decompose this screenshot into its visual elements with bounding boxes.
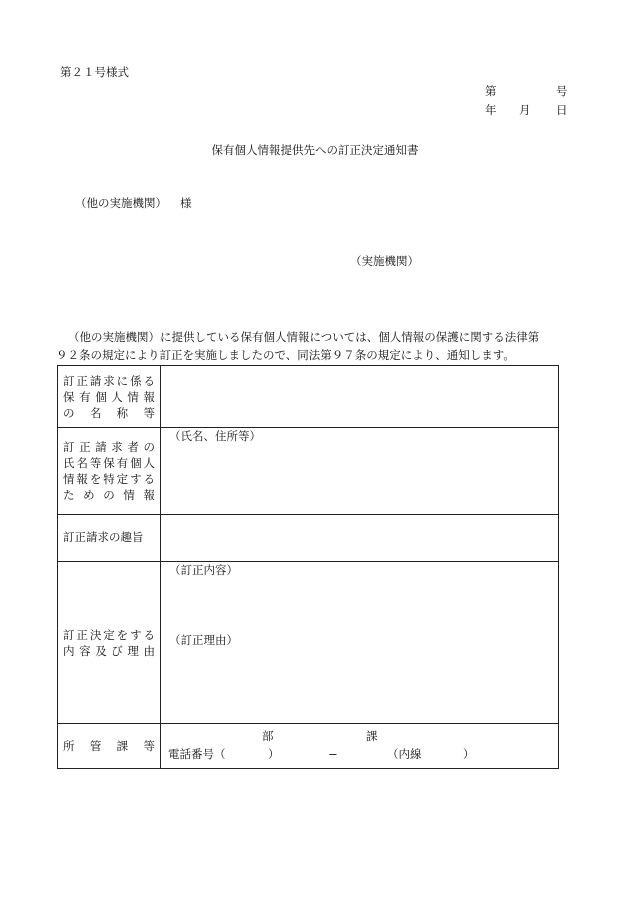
label-requester-info bbox=[58, 428, 161, 515]
label-line: 内容及び理由 bbox=[63, 643, 155, 658]
table-row bbox=[58, 366, 559, 428]
date-year: 年 bbox=[485, 103, 497, 117]
label-decision-content bbox=[58, 562, 161, 724]
document-title: 保有個人情報提供先への訂正決定通知書 bbox=[211, 143, 419, 157]
doc-number-suffix: 号 bbox=[556, 84, 568, 98]
label-line: 訂正決定をする bbox=[63, 627, 155, 642]
value-department[interactable] bbox=[161, 724, 559, 769]
value-request-purpose[interactable] bbox=[161, 515, 559, 562]
body-text-line-2: ９２条の規定により訂正を実施しましたので、同法第９７条の規定により、通知します。 bbox=[56, 348, 515, 362]
note-name-address: （氏名、住所等） bbox=[169, 429, 261, 443]
label-text: 訂正請求の趣旨 bbox=[63, 530, 144, 545]
recipient-name: （他の実施機関） bbox=[75, 196, 167, 210]
ka-label: 課 bbox=[366, 729, 378, 743]
value-decision-content[interactable] bbox=[161, 562, 559, 724]
label-line: 情報を特定する bbox=[63, 472, 155, 486]
date-month: 月 bbox=[519, 103, 531, 117]
department-line bbox=[161, 724, 558, 744]
table-row bbox=[58, 724, 559, 769]
label-line: 訂正請求者の bbox=[63, 440, 155, 454]
phone-close: ） bbox=[268, 747, 280, 761]
body-text-line-1: （他の実施機関）に提供している保有個人情報については、個人情報の保護に関する法律第 bbox=[68, 330, 540, 344]
table-row bbox=[58, 562, 559, 724]
table-row bbox=[58, 515, 559, 562]
label-info-name bbox=[58, 366, 161, 428]
value-info-name[interactable] bbox=[161, 366, 559, 428]
label-line: ための情報 bbox=[63, 488, 155, 502]
label-line: 氏名等保有個人 bbox=[63, 456, 155, 470]
label-text: 所管課等 bbox=[63, 739, 155, 753]
recipient-honorific: 様 bbox=[180, 196, 192, 210]
note-correction-content: （訂正内容） bbox=[169, 563, 238, 577]
label-line: 保有個人情報 bbox=[63, 389, 155, 404]
extension-close: ） bbox=[463, 747, 475, 761]
table-row bbox=[58, 428, 559, 515]
issuer-name: （実施機関） bbox=[350, 254, 419, 268]
bu-label: 部 bbox=[262, 729, 274, 743]
phone-dash: − bbox=[328, 747, 338, 761]
label-department bbox=[58, 724, 161, 769]
value-requester-info[interactable] bbox=[161, 428, 559, 515]
phone-label: 電話番号（ bbox=[168, 747, 226, 761]
label-request-purpose bbox=[58, 515, 161, 562]
phone-line bbox=[161, 744, 558, 764]
form-number: 第２１号様式 bbox=[60, 65, 129, 79]
doc-number-prefix: 第 bbox=[485, 84, 497, 98]
date-day: 日 bbox=[556, 103, 568, 117]
label-line: 訂正請求に係る bbox=[63, 373, 155, 388]
notice-table bbox=[57, 365, 559, 769]
label-line: の名称等 bbox=[63, 405, 155, 420]
note-correction-reason: （訂正理由） bbox=[169, 632, 238, 647]
extension-label: （内線 bbox=[387, 747, 422, 761]
